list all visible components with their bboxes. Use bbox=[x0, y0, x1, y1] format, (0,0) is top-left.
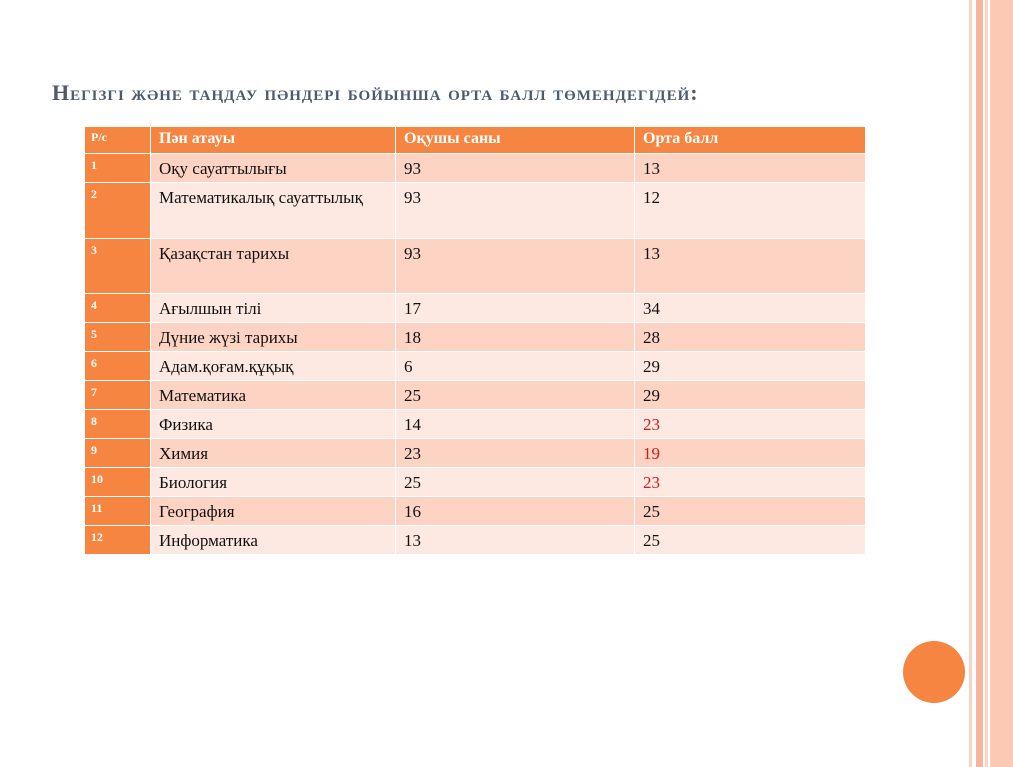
header-score: Орта балл bbox=[635, 127, 866, 154]
students-cell: 6 bbox=[396, 352, 635, 381]
students-cell: 93 bbox=[396, 183, 635, 239]
students-cell: 17 bbox=[396, 294, 635, 323]
score-cell: 25 bbox=[635, 497, 866, 526]
score-cell-low: 23 bbox=[635, 468, 866, 497]
score-cell: 34 bbox=[635, 294, 866, 323]
subject-cell: Ағылшын тілі bbox=[151, 294, 396, 323]
students-cell: 23 bbox=[396, 439, 635, 468]
score-cell: 29 bbox=[635, 352, 866, 381]
students-cell: 14 bbox=[396, 410, 635, 439]
decorative-stripes bbox=[969, 0, 1013, 767]
decorative-circle bbox=[903, 641, 965, 703]
students-cell: 93 bbox=[396, 239, 635, 294]
row-number: 9 bbox=[85, 439, 151, 468]
score-cell-low: 23 bbox=[635, 410, 866, 439]
subject-cell: Математикалық сауаттылық bbox=[151, 183, 396, 239]
subject-cell: Информатика bbox=[151, 526, 396, 555]
score-cell: 13 bbox=[635, 239, 866, 294]
score-cell-low: 19 bbox=[635, 439, 866, 468]
subject-cell: Химия bbox=[151, 439, 396, 468]
table-row bbox=[85, 497, 866, 526]
row-number: 6 bbox=[85, 352, 151, 381]
table-row bbox=[85, 468, 866, 497]
subject-cell: Дүние жүзі тарихы bbox=[151, 323, 396, 352]
row-number: 2 bbox=[85, 183, 151, 239]
subject-cell: Биология bbox=[151, 468, 396, 497]
grades-table bbox=[84, 126, 866, 555]
subject-cell: Адам.қоғам.құқық bbox=[151, 352, 396, 381]
row-number: 11 bbox=[85, 497, 151, 526]
row-number: 12 bbox=[85, 526, 151, 555]
students-cell: 25 bbox=[396, 468, 635, 497]
table-row bbox=[85, 154, 866, 183]
score-cell: 28 bbox=[635, 323, 866, 352]
students-cell: 16 bbox=[396, 497, 635, 526]
header-students: Оқушы саны bbox=[396, 127, 635, 154]
table-row bbox=[85, 381, 866, 410]
slide-title: Негізгі және таңдау пәндері бойынша орта балл төмендегідей: bbox=[52, 80, 699, 105]
score-cell: 12 bbox=[635, 183, 866, 239]
students-cell: 25 bbox=[396, 381, 635, 410]
header-subject: Пән атауы bbox=[151, 127, 396, 154]
score-cell: 13 bbox=[635, 154, 866, 183]
table-row bbox=[85, 410, 866, 439]
subject-cell: Қазақстан тарихы bbox=[151, 239, 396, 294]
row-number: 4 bbox=[85, 294, 151, 323]
table-row bbox=[85, 294, 866, 323]
subject-cell: Физика bbox=[151, 410, 396, 439]
row-number: 10 bbox=[85, 468, 151, 497]
row-number: 5 bbox=[85, 323, 151, 352]
row-number: 8 bbox=[85, 410, 151, 439]
subject-cell: Математика bbox=[151, 381, 396, 410]
score-cell: 25 bbox=[635, 526, 866, 555]
table-header-row bbox=[85, 127, 866, 154]
row-number: 1 bbox=[85, 154, 151, 183]
table-row bbox=[85, 526, 866, 555]
table-row bbox=[85, 239, 866, 294]
table-row bbox=[85, 183, 866, 239]
subject-cell: География bbox=[151, 497, 396, 526]
table-row bbox=[85, 323, 866, 352]
students-cell: 93 bbox=[396, 154, 635, 183]
header-number: Р/с bbox=[85, 127, 151, 154]
subject-cell: Оқу сауаттылығы bbox=[151, 154, 396, 183]
students-cell: 13 bbox=[396, 526, 635, 555]
table-row bbox=[85, 439, 866, 468]
score-cell: 29 bbox=[635, 381, 866, 410]
students-cell: 18 bbox=[396, 323, 635, 352]
row-number: 3 bbox=[85, 239, 151, 294]
row-number: 7 bbox=[85, 381, 151, 410]
table-row bbox=[85, 352, 866, 381]
